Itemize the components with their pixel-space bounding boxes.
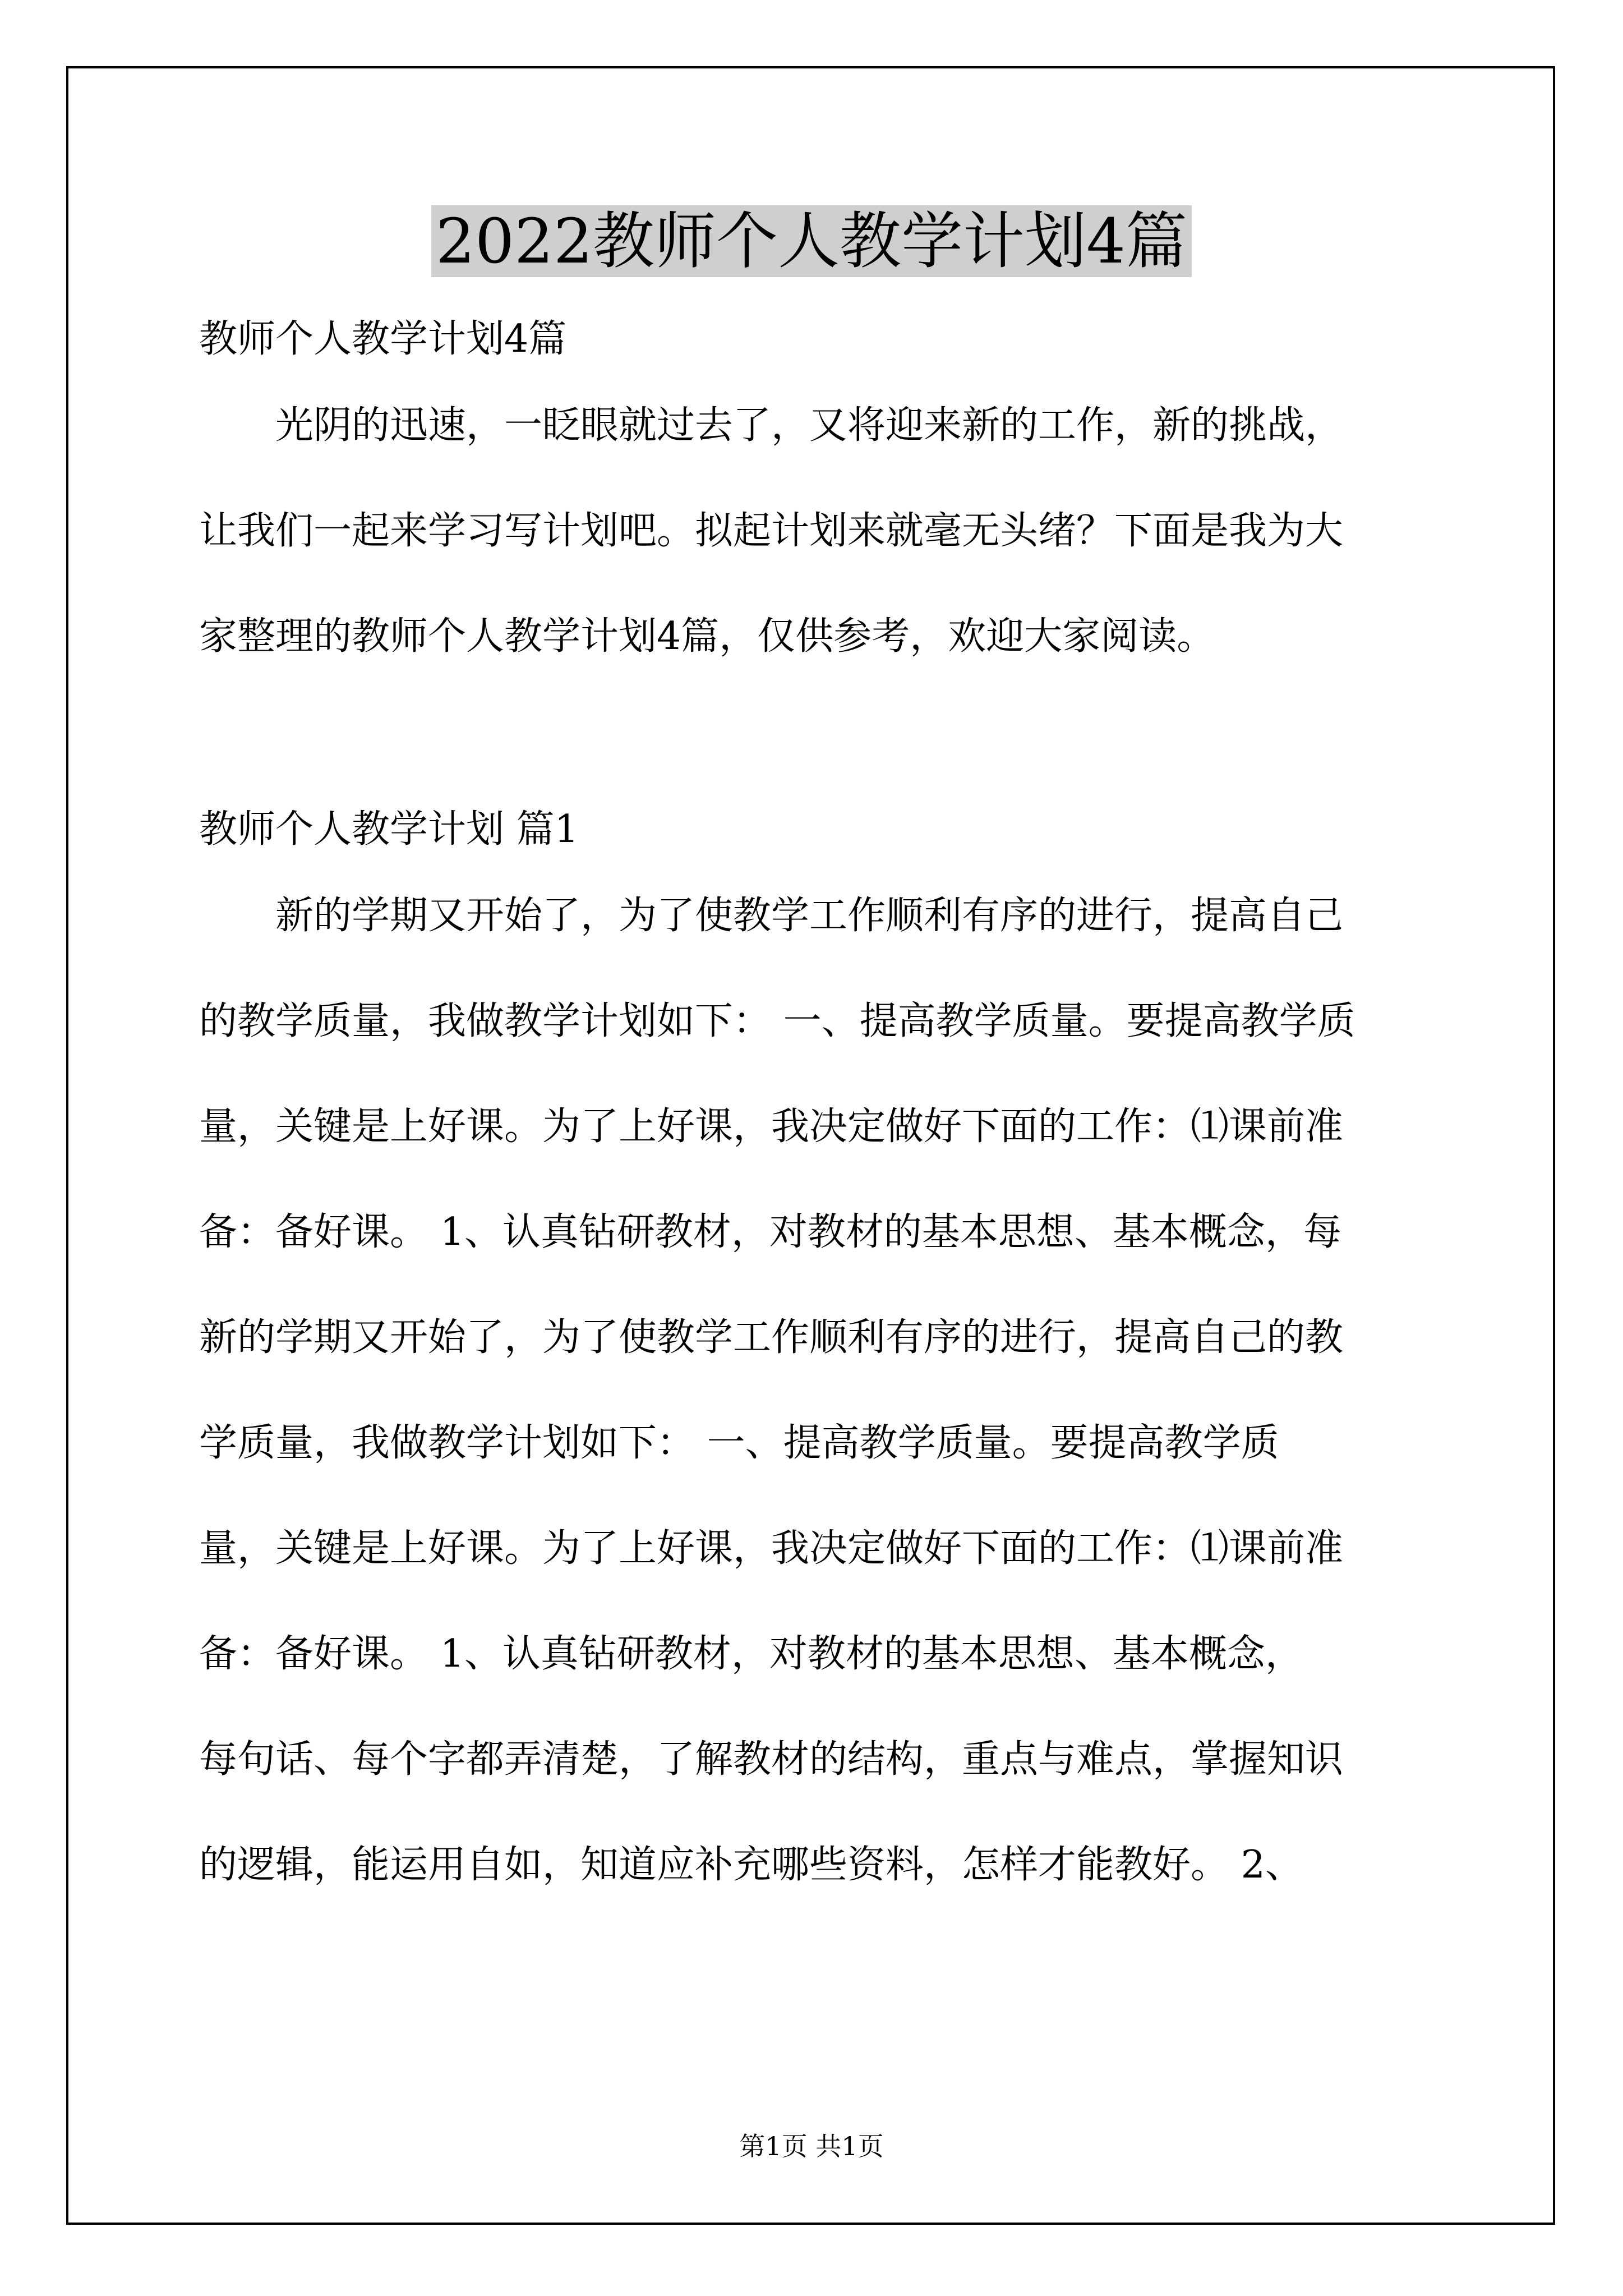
body-line-4: 备：备好课。 1、认真钻研教材，对教材的基本思想、基本概念，每	[199, 1210, 1341, 1254]
title-text: 2022教师个人教学计划4篇	[431, 205, 1192, 277]
body-line-1: 新的学期又开始了，为了使教学工作顺利有序的进行，提高自己	[275, 894, 1344, 938]
subtitle: 教师个人教学计划4篇	[199, 317, 567, 361]
body-line-6: 学质量，我做教学计划如下： 一、提高教学质量。要提高教学质	[199, 1421, 1279, 1465]
intro-line-1: 光阴的迅速，一眨眼就过去了，又将迎来新的工作，新的挑战，	[275, 403, 1344, 448]
body-line-7: 量，关键是上好课。为了上好课，我决定做好下面的工作：⑴课前准	[199, 1526, 1344, 1571]
intro-line-2: 让我们一起来学习写计划吧。拟起计划来就毫无头绪？下面是我为大	[199, 509, 1344, 553]
body-line-2: 的教学质量，我做教学计划如下： 一、提高教学质量。要提高教学质	[199, 999, 1355, 1043]
body-line-8: 备：备好课。 1、认真钻研教材，对教材的基本思想、基本概念，	[199, 1632, 1303, 1676]
body-line-5: 新的学期又开始了，为了使教学工作顺利有序的进行，提高自己的教	[199, 1315, 1344, 1360]
body-line-3: 量，关键是上好课。为了上好课，我决定做好下面的工作：⑴课前准	[199, 1105, 1344, 1149]
section-heading: 教师个人教学计划 篇1	[199, 807, 579, 852]
body-line-10: 的逻辑，能运用自如，知道应补充哪些资料，怎样才能教好。 2、	[199, 1843, 1303, 1887]
intro-line-3: 家整理的教师个人教学计划4篇，仅供参考，欢迎大家阅读。	[199, 614, 1215, 659]
body-line-9: 每句话、每个字都弄清楚，了解教材的结构，重点与难点，掌握知识	[199, 1737, 1344, 1782]
document-body	[199, 306, 1433, 1918]
page-footer: 第1页 共1页	[739, 2131, 884, 2161]
spacer	[199, 689, 1433, 796]
document-title	[0, 196, 1623, 286]
